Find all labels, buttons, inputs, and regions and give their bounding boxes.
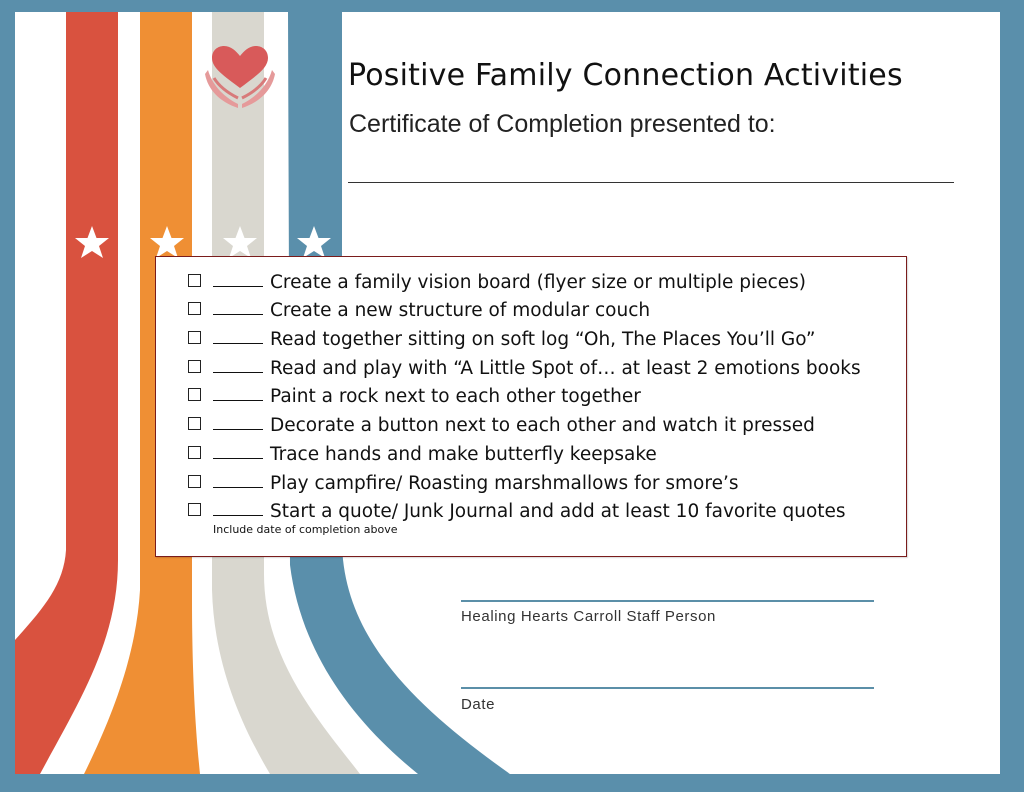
activity-label: Start a quote/ Junk Journal and add at least 10 favorite quotes bbox=[270, 501, 846, 523]
activity-checklist-box bbox=[155, 256, 907, 557]
checkbox-icon[interactable] bbox=[188, 302, 201, 315]
checkbox-icon[interactable] bbox=[188, 331, 201, 344]
heart-hands-icon bbox=[204, 44, 276, 110]
date-blank[interactable] bbox=[213, 515, 263, 516]
checklist-item bbox=[188, 465, 861, 494]
activity-label: Decorate a button next to each other and watch it pressed bbox=[270, 415, 815, 437]
checklist-item bbox=[188, 321, 861, 350]
checkbox-icon[interactable] bbox=[188, 360, 201, 373]
date-blank[interactable] bbox=[213, 343, 263, 344]
activity-label: Read and play with “A Little Spot of… at least 2 emotions books bbox=[270, 357, 861, 379]
staff-signature-line[interactable] bbox=[461, 600, 874, 602]
date-blank[interactable] bbox=[213, 372, 263, 373]
recipient-name-line bbox=[348, 182, 954, 183]
activity-label: Create a new structure of modular couch bbox=[270, 300, 651, 322]
checklist-item bbox=[188, 436, 861, 465]
checklist-item bbox=[188, 494, 861, 523]
date-blank[interactable] bbox=[213, 400, 263, 401]
activity-label: Read together sitting on soft log “Oh, The Places You’ll Go” bbox=[270, 329, 816, 351]
checkbox-icon[interactable] bbox=[188, 417, 201, 430]
checkbox-icon[interactable] bbox=[188, 446, 201, 459]
checklist-item bbox=[188, 293, 861, 322]
certificate-title: Positive Family Connection Activities bbox=[348, 58, 903, 93]
checkbox-icon[interactable] bbox=[188, 274, 201, 287]
date-signature-line[interactable] bbox=[461, 687, 874, 689]
checkbox-icon[interactable] bbox=[188, 503, 201, 516]
date-blank[interactable] bbox=[213, 286, 263, 287]
checklist-item bbox=[188, 350, 861, 379]
checkbox-icon[interactable] bbox=[188, 475, 201, 488]
checklist-item bbox=[188, 407, 861, 436]
date-blank[interactable] bbox=[213, 314, 263, 315]
date-label: Date bbox=[461, 696, 496, 713]
checklist-item bbox=[188, 379, 861, 408]
activity-label: Trace hands and make butterfly keepsake bbox=[270, 443, 657, 465]
activity-label: Create a family vision board (flyer size or multiple pieces) bbox=[270, 271, 806, 293]
checklist-item bbox=[188, 264, 861, 293]
completion-note: Include date of completion above bbox=[213, 523, 398, 536]
activity-label: Paint a rock next to each other together bbox=[270, 386, 641, 408]
date-blank[interactable] bbox=[213, 429, 263, 430]
date-blank[interactable] bbox=[213, 487, 263, 488]
staff-signature-label: Healing Hearts Carroll Staff Person bbox=[461, 608, 716, 625]
checkbox-icon[interactable] bbox=[188, 388, 201, 401]
date-blank[interactable] bbox=[213, 458, 263, 459]
activity-label: Play campfire/ Roasting marshmallows for smore’s bbox=[270, 472, 739, 494]
certificate-subtitle: Certificate of Completion presented to: bbox=[349, 110, 776, 138]
activity-checklist bbox=[188, 264, 861, 522]
